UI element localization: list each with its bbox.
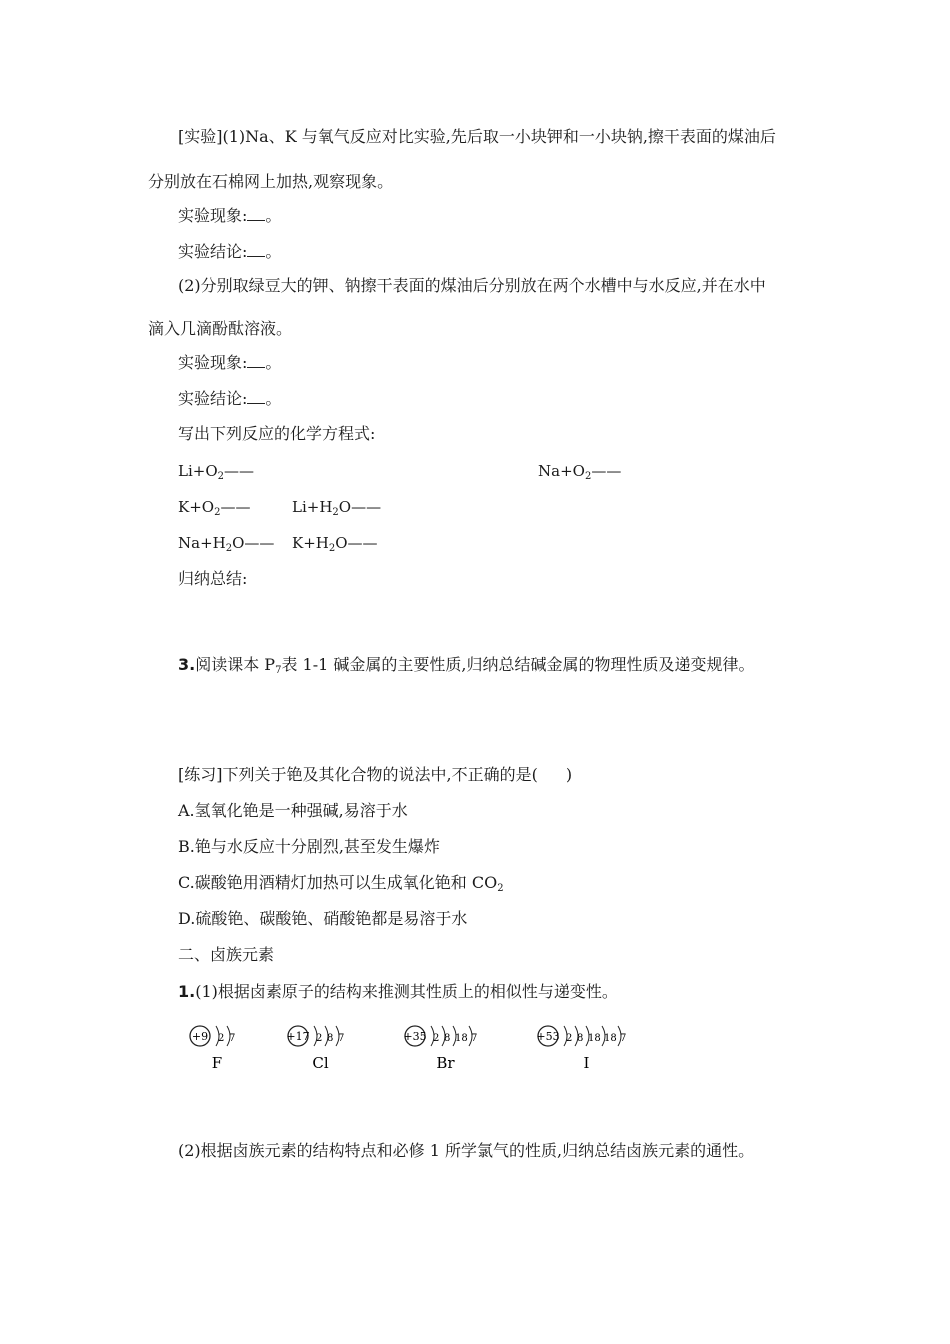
electron-count: 2 [566, 1033, 573, 1044]
electron-count: 8 [327, 1033, 334, 1044]
paren-close: ) [565, 765, 573, 784]
nucleus-charge: +17 [286, 1030, 310, 1043]
eq-subscript: 2 [332, 507, 339, 518]
electron-count: 2 [433, 1033, 440, 1044]
option-c-subscript: 2 [497, 883, 504, 894]
electron-count: 18 [604, 1033, 617, 1044]
eq-dash: O—— [338, 498, 382, 516]
element-symbol: Cl [312, 1054, 329, 1072]
experiment2-line1: (2)分别取绿豆大的钾、钠擦干表面的煤油后分别放在两个水槽中与水反应,并在水中 [178, 276, 766, 295]
electron-count: 18 [455, 1033, 468, 1044]
question-text: 阅读课本 P [195, 655, 276, 674]
nucleus-charge: +35 [403, 1030, 427, 1043]
electron-count: 7 [620, 1033, 627, 1044]
electron-count: 7 [338, 1033, 345, 1044]
question-text: 表 1-1 碱金属的主要性质,归纳总结碱金属的物理性质及递变规律。 [281, 655, 755, 674]
eq-dash: —— [224, 462, 254, 480]
eq-text: Na+O [538, 462, 585, 480]
option-b: B.铯与水反应十分剧烈,甚至发生爆炸 [178, 837, 440, 856]
electron-count: 8 [577, 1033, 584, 1044]
equation-na-h2o [178, 533, 274, 559]
atom-diagram-f [190, 1026, 235, 1072]
eq-subscript: 2 [214, 507, 221, 518]
eq-dash: O—— [232, 534, 275, 552]
practice-question [178, 765, 572, 785]
halogen-question-2: (2)根据卤族元素的结构特点和必修 1 所学氯气的性质,归纳总结卤族元素的通性。 [178, 1141, 755, 1160]
eq-dash: —— [220, 498, 251, 516]
conclusion-label: 实验结论: [178, 242, 248, 261]
atom-diagram-cl [286, 1026, 344, 1072]
conclusion-2 [178, 389, 281, 409]
phenomenon-1 [178, 206, 281, 226]
question-number: 3. [178, 655, 196, 674]
eq-text: K+O [178, 498, 215, 516]
eq-subscript: 2 [217, 471, 224, 482]
option-c [178, 873, 504, 899]
phenomenon-label: 实验现象: [178, 353, 248, 372]
electron-count: 7 [229, 1033, 236, 1044]
element-symbol: I [583, 1054, 590, 1072]
period: 。 [265, 242, 282, 261]
halogen-question-1 [178, 982, 618, 1002]
period: 。 [265, 353, 282, 372]
write-equations-prompt: 写出下列反应的化学方程式: [178, 424, 376, 443]
phenomenon-label: 实验现象: [178, 206, 248, 225]
page-subscript: 7 [275, 665, 282, 676]
electron-count: 8 [444, 1033, 451, 1044]
equation-li-h2o [292, 497, 381, 523]
electron-count: 18 [588, 1033, 601, 1044]
equation-na-o2 [538, 461, 621, 487]
eq-dash: O—— [335, 534, 378, 552]
eq-subscript: 2 [225, 543, 233, 554]
question-text: (1)根据卤素原子的结构来推测其性质上的相似性与递变性。 [195, 982, 618, 1001]
eq-subscript: 2 [584, 471, 592, 482]
electron-count: 2 [316, 1033, 323, 1044]
period: 。 [265, 206, 282, 225]
conclusion-1 [178, 242, 281, 262]
eq-text: Li+O [178, 462, 218, 480]
option-c-text: C.碳酸铯用酒精灯加热可以生成氧化铯和 CO [178, 873, 498, 892]
electron-count: 7 [471, 1033, 478, 1044]
nucleus-charge: +53 [536, 1030, 560, 1043]
element-symbol: Br [436, 1054, 455, 1072]
option-a: A.氢氧化铯是一种强碱,易溶于水 [178, 801, 408, 820]
atom-diagram-i [536, 1026, 626, 1072]
halogen-heading: 二、卤族元素 [178, 945, 275, 964]
question-3 [178, 655, 754, 681]
question-number: 1. [178, 982, 196, 1001]
eq-text: K+H [292, 534, 329, 552]
option-d: D.硫酸铯、碳酸铯、硝酸铯都是易溶于水 [178, 909, 468, 928]
eq-text: Na+H [178, 534, 226, 552]
nucleus-charge: +9 [191, 1030, 209, 1043]
eq-text: Li+H [292, 498, 333, 516]
equation-k-o2 [178, 497, 250, 523]
answer-blank[interactable] [247, 206, 265, 221]
phenomenon-2 [178, 353, 281, 373]
answer-blank[interactable] [247, 242, 265, 257]
answer-blank[interactable] [247, 389, 265, 404]
atom-structure-diagrams [0, 1020, 950, 1080]
equation-k-h2o [292, 533, 378, 559]
element-symbol: F [211, 1054, 223, 1072]
experiment-intro-line2: 分别放在石棉网上加热,观察现象。 [148, 172, 394, 191]
experiment-intro-line1: [实验](1)Na、K 与氧气反应对比实验,先后取一小块钾和一小块钠,擦干表面的煤油后 [178, 127, 776, 146]
answer-blank[interactable] [247, 353, 265, 368]
eq-subscript: 2 [328, 543, 336, 554]
electron-count: 2 [218, 1033, 225, 1044]
eq-dash: —— [591, 462, 622, 480]
conclusion-label: 实验结论: [178, 389, 248, 408]
equation-li-o2 [178, 461, 254, 487]
period: 。 [265, 389, 282, 408]
atom-diagram-br [403, 1026, 477, 1072]
experiment2-line2: 滴入几滴酚酞溶液。 [148, 319, 293, 338]
summary-label: 归纳总结: [178, 569, 248, 588]
practice-question-text: [练习]下列关于铯及其化合物的说法中,不正确的是( [178, 765, 538, 784]
